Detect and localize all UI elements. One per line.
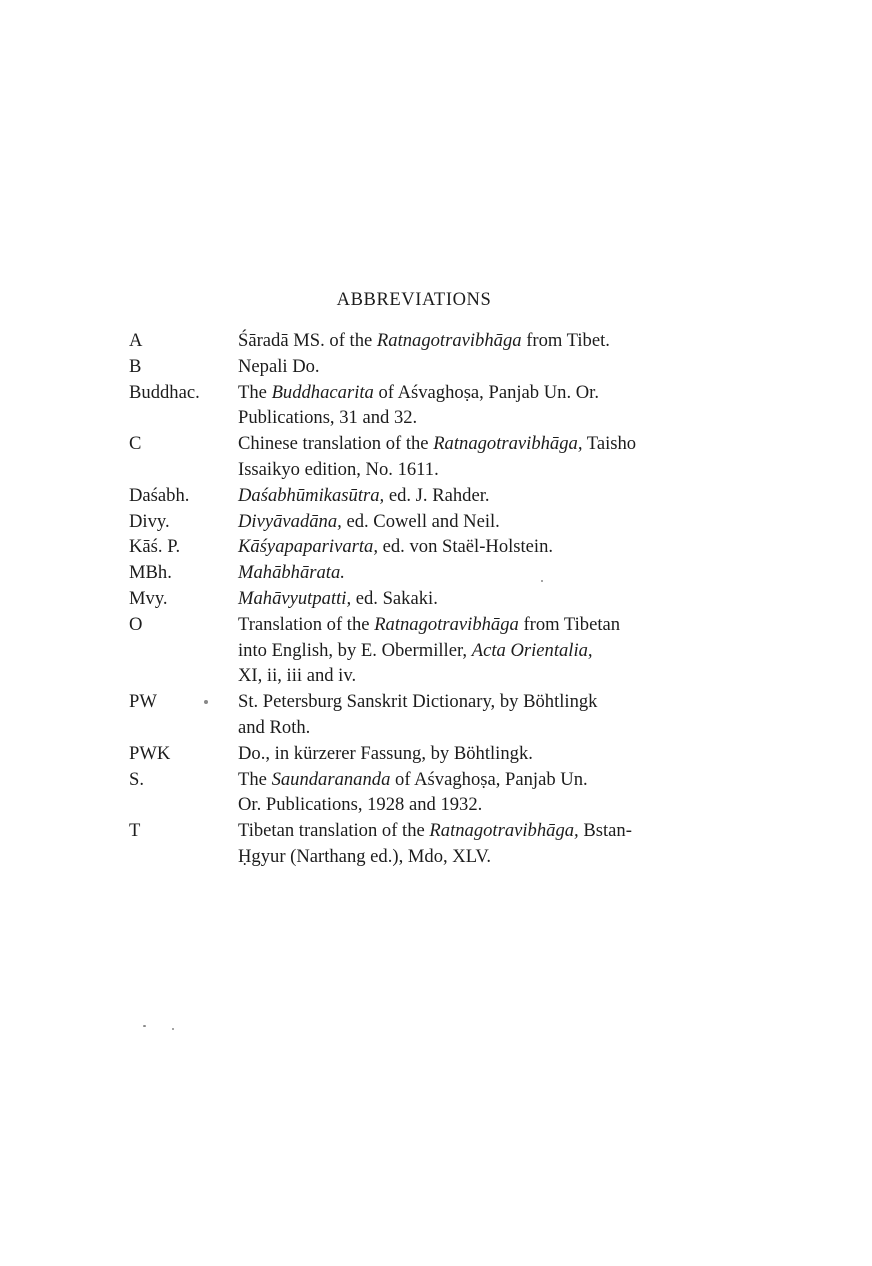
abbreviation-term: C	[129, 433, 142, 455]
description-text: St. Petersburg Sanskrit Dictionary, by Böhtlingk and Roth.	[238, 691, 598, 738]
abbreviation-description	[238, 586, 708, 612]
abbreviation-entry	[129, 818, 729, 870]
abbreviation-term: Daśabh.	[129, 484, 190, 506]
abbreviation-term: B	[129, 355, 142, 377]
italic-title-text: Mahābhārata.	[238, 562, 345, 584]
abbreviation-term: MBh.	[129, 562, 172, 584]
description-text: The	[238, 381, 272, 403]
abbreviation-term: Kāś. P.	[129, 536, 181, 558]
abbreviation-entry	[129, 586, 729, 612]
abbreviation-entry	[129, 328, 729, 354]
abbreviation-description	[238, 328, 708, 354]
description-text: Tibetan translation of the	[238, 820, 430, 842]
abbreviation-description	[238, 431, 708, 483]
italic-title-text: Ratnagotravibhāga	[374, 613, 519, 635]
abbreviation-term: Mvy.	[129, 587, 168, 609]
abbreviation-description	[238, 818, 708, 870]
italic-title-text: Divyāvadāna,	[238, 510, 342, 532]
description-text: ed. Cowell and Neil.	[341, 510, 500, 532]
description-text: of Aśvaghoṣa, Panjab Un. Or. Publications, 31 and 32.	[238, 381, 599, 429]
abbreviation-entry	[129, 741, 729, 767]
abbreviation-description	[238, 767, 708, 819]
abbreviation-entry	[129, 483, 729, 509]
italic-title-text: Mahāvyutpatti,	[238, 587, 352, 609]
abbreviation-term: Divy.	[129, 510, 170, 532]
description-text: XI, ii, iii and iv.	[238, 665, 357, 687]
abbreviation-entry	[129, 560, 729, 586]
abbreviation-entry	[129, 431, 729, 483]
abbreviation-description	[238, 483, 708, 509]
print-speck	[541, 580, 543, 582]
page-title: ABBREVIATIONS	[336, 290, 492, 310]
print-speck	[172, 1028, 174, 1030]
italic-title-text: Saundarananda	[271, 768, 391, 790]
italic-title-text: Buddhacarita	[271, 381, 374, 403]
abbreviation-entry	[129, 689, 729, 741]
description-text: Chinese translation of the	[238, 433, 434, 455]
abbreviation-description	[238, 354, 708, 380]
abbreviation-entry	[129, 509, 729, 535]
abbreviation-description	[238, 534, 708, 560]
print-speck	[143, 1025, 146, 1027]
abbreviation-description	[238, 689, 708, 741]
italic-title-text: Acta Orientalia,	[471, 639, 593, 661]
abbreviation-entry	[129, 612, 729, 689]
description-text: Nepali Do.	[238, 355, 320, 377]
abbreviation-term: O	[129, 613, 143, 635]
description-text: The	[238, 768, 272, 790]
abbreviation-term: Buddhac.	[129, 381, 200, 403]
italic-title-text: Kāśyapaparivarta,	[238, 536, 378, 558]
description-text: Taisho Issaikyo edition, No. 1611.	[238, 433, 637, 480]
italic-title-text: Ratnagotravibhāga,	[433, 433, 583, 455]
abbreviation-term: T	[129, 820, 141, 842]
abbreviation-entry	[129, 767, 729, 819]
abbreviation-description	[238, 509, 708, 535]
description-text: Do., in kürzerer Fassung, by Böhtlingk.	[238, 742, 533, 764]
abbreviation-description	[238, 612, 708, 689]
description-text: of Aśvaghoṣa, Panjab Un. Or. Publications, 1928 and 1932.	[238, 768, 588, 816]
description-text: from Tibet.	[521, 330, 610, 351]
abbreviation-entry	[129, 380, 729, 432]
description-text: ed. von Staël-Holstein.	[377, 536, 554, 558]
description-text: Bstan- Ḥgyur (Narthang ed.), Mdo, XLV.	[238, 820, 632, 867]
abbreviation-description	[238, 741, 708, 767]
description-text: ed. J. Rahder.	[384, 484, 490, 506]
description-text: Translation of the	[238, 613, 375, 635]
description-text: ed. Sakaki.	[351, 587, 438, 609]
print-speck	[204, 700, 208, 704]
abbreviation-term: PWK	[129, 742, 171, 764]
abbreviation-term: A	[129, 330, 143, 351]
italic-title-text: Ratnagotravibhāga,	[429, 820, 579, 842]
italic-title-text: Daśabhūmikasūtra,	[238, 484, 385, 506]
abbreviation-term: S.	[129, 768, 144, 790]
abbreviation-description	[238, 380, 708, 432]
italic-title-text: Ratnagotravibhāga	[376, 330, 522, 351]
abbreviation-entry	[129, 534, 729, 560]
description-text: from Tibetan into English, by E. Obermiller,	[238, 613, 621, 661]
description-text: Śāradā MS. of the	[238, 330, 377, 351]
abbreviations-list	[129, 328, 729, 870]
abbreviation-entry	[129, 354, 729, 380]
abbreviation-description	[238, 560, 708, 586]
abbreviation-term: PW	[129, 691, 157, 713]
